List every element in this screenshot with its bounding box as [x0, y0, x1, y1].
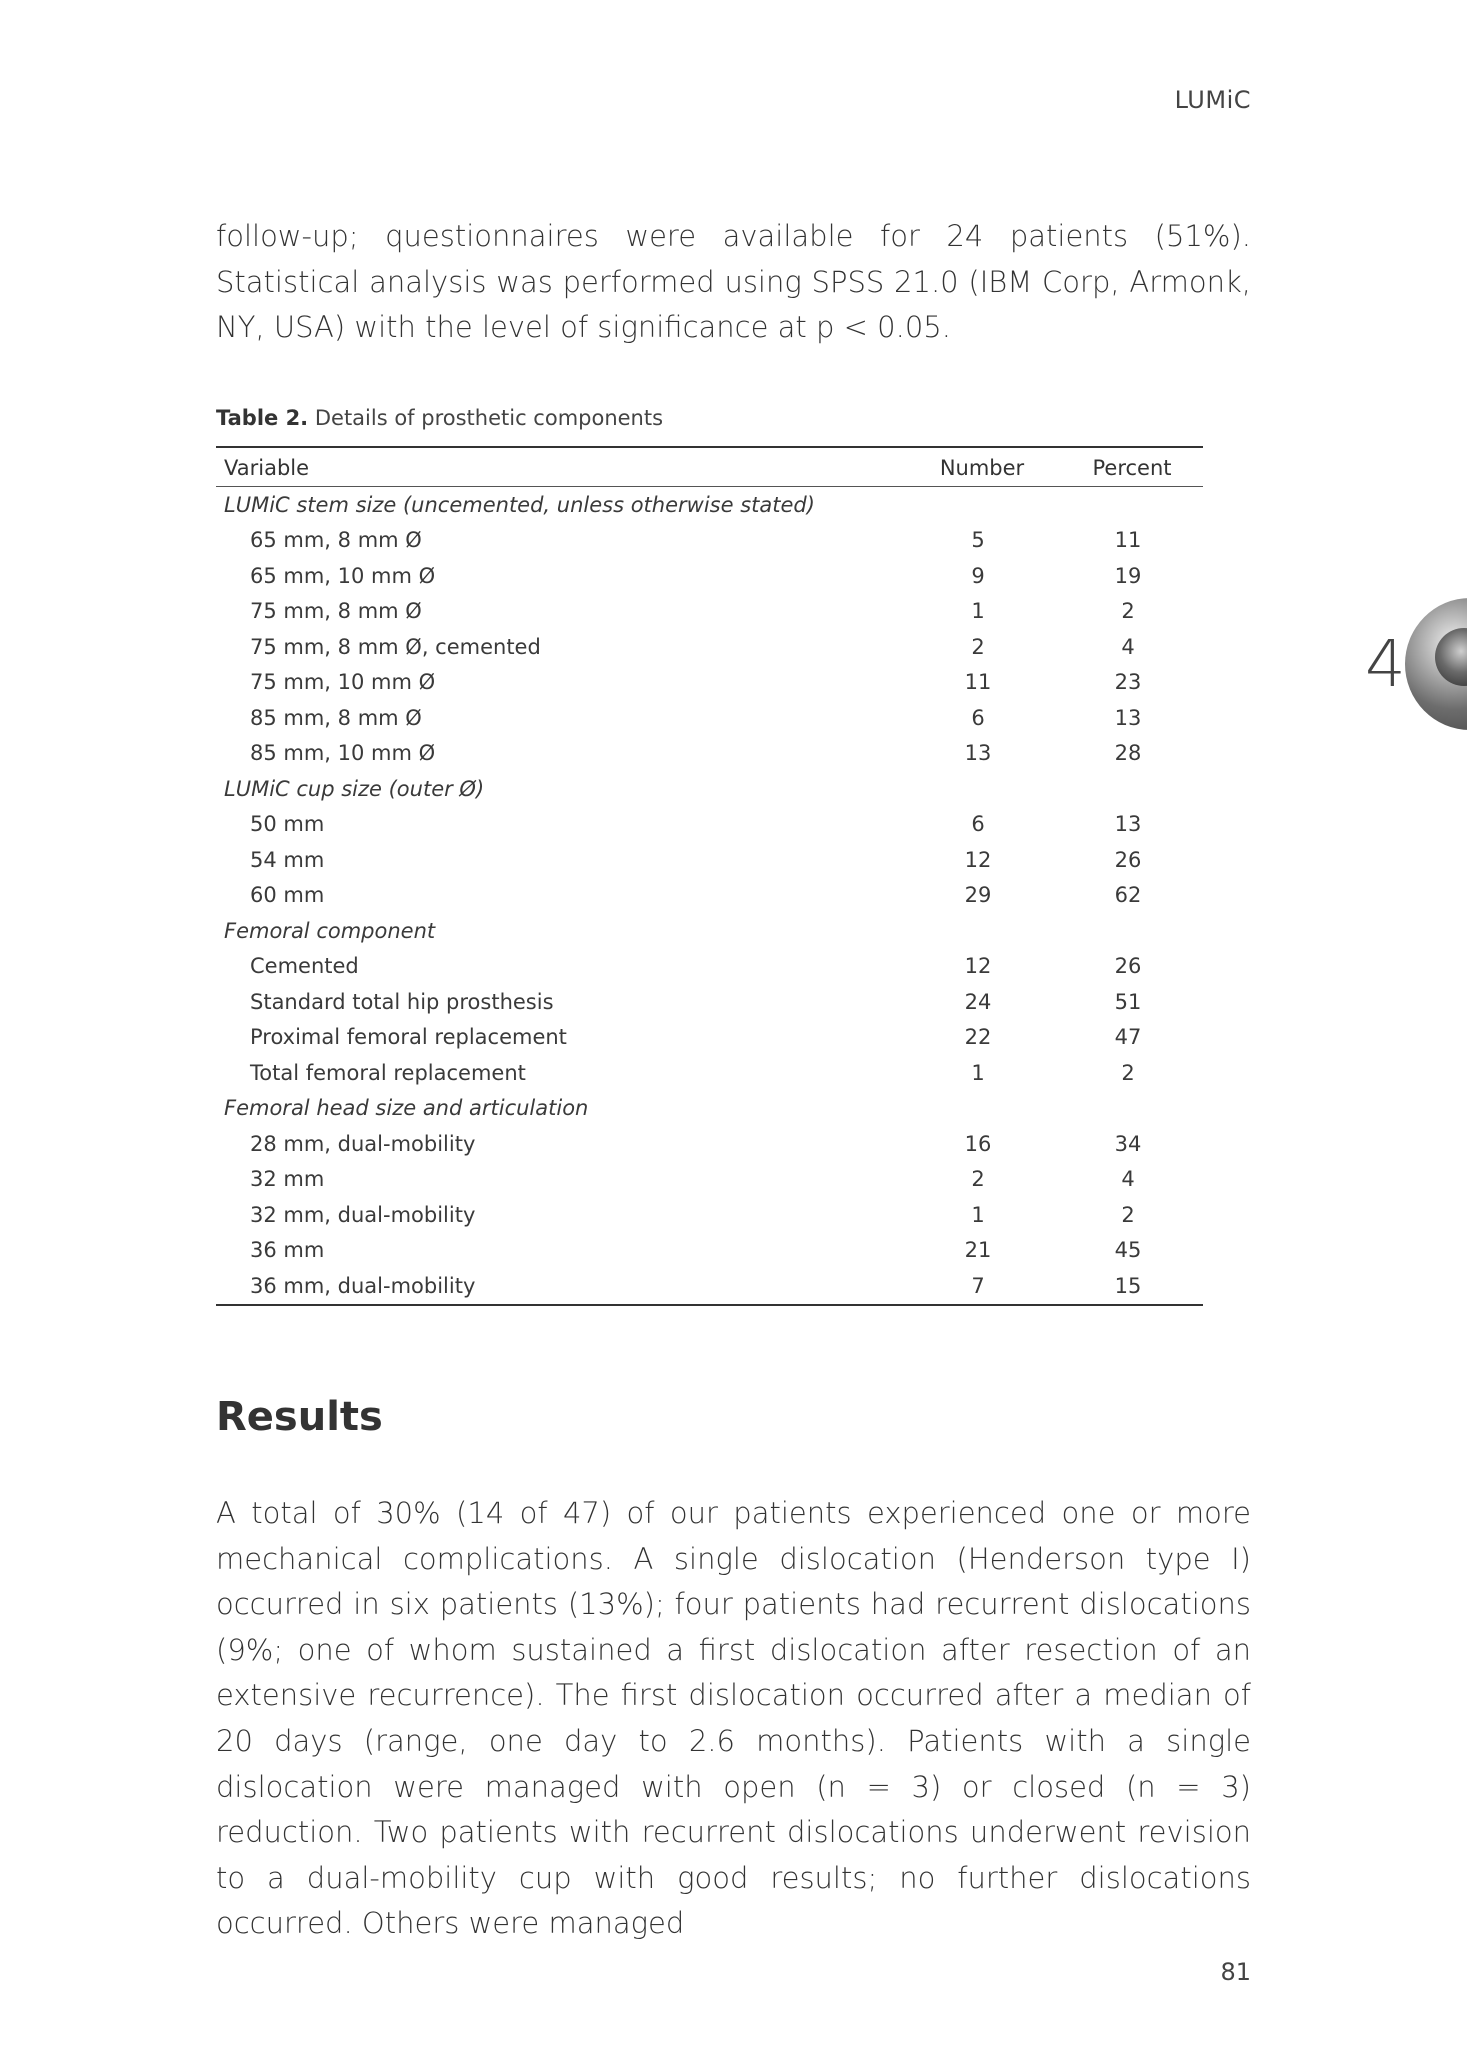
row-percent: 26 — [1114, 847, 1142, 872]
row-label: 75 mm, 10 mm Ø — [250, 670, 436, 695]
section-label: Femoral head size and articulation — [224, 1096, 589, 1121]
row-percent: 45 — [1114, 1238, 1142, 1263]
row-number: 7 — [971, 1273, 985, 1298]
row-label: 65 mm, 8 mm Ø — [250, 528, 422, 553]
row-label: 60 mm — [250, 883, 325, 908]
row-number: 12 — [964, 847, 992, 872]
section-label: Femoral component — [224, 918, 436, 943]
row-label: 36 mm, dual-mobility — [250, 1273, 476, 1298]
row-percent: 11 — [1114, 528, 1142, 553]
table-row — [216, 1197, 1203, 1233]
acetabular-cup-image — [1435, 628, 1467, 686]
row-label: 50 mm — [250, 812, 325, 837]
row-label: 28 mm, dual-mobility — [250, 1131, 476, 1156]
row-percent: 13 — [1114, 812, 1142, 837]
row-percent: 19 — [1114, 563, 1142, 588]
table-row — [216, 1268, 1203, 1304]
table-row — [216, 523, 1203, 559]
table-body — [216, 487, 1203, 1304]
table-row — [216, 629, 1203, 665]
table-row — [216, 558, 1203, 594]
row-number: 2 — [971, 634, 985, 659]
row-label: Proximal femoral replacement — [250, 1025, 567, 1050]
row-percent: 13 — [1114, 705, 1142, 730]
table-row — [216, 665, 1203, 701]
row-number: 16 — [964, 1131, 992, 1156]
table-caption-text: Details of prosthetic components — [314, 406, 664, 430]
table-row — [216, 878, 1203, 914]
results-paragraph: A total of 30% (14 of 47) of our patients experienced one or more mechanical complications. A single dislocation (Henderson type I) occurred in six patients (13%); four patients had recurrent dislocations (9%; one of whom sustained a first dislocation after resection of an extensive recurrence). The first dislocation occurred after a median of 20 days (range, one day to 2.6 months). Patients with a single dislocation were managed with open (n = 3) or closed (n = 3) reduction. Two patients with recurrent dislocations underwent revision to a dual-mobility cup with good results; no further dislocations occurred. Others were managed — [216, 1496, 1251, 1941]
row-number: 1 — [971, 599, 985, 624]
row-percent: 26 — [1114, 954, 1142, 979]
row-percent: 4 — [1121, 634, 1135, 659]
row-label: Cemented — [250, 954, 359, 979]
table-section-row — [216, 487, 1203, 523]
row-number: 29 — [964, 883, 992, 908]
components-table — [216, 446, 1203, 1306]
table-row — [216, 700, 1203, 736]
row-percent: 2 — [1121, 599, 1135, 624]
row-number: 24 — [964, 989, 992, 1014]
table-caption — [216, 406, 663, 430]
table-row — [216, 594, 1203, 630]
row-label: 85 mm, 10 mm Ø — [250, 741, 436, 766]
running-header: LUMiC — [1174, 86, 1251, 114]
table-header-row — [216, 448, 1203, 487]
section-label: LUMiC stem size (uncemented, unless otherwise stated) — [224, 492, 815, 517]
row-label: Total femoral replacement — [250, 1060, 526, 1085]
row-label: 75 mm, 8 mm Ø, cemented — [250, 634, 541, 659]
row-label: 32 mm — [250, 1167, 325, 1192]
chapter-number: 4 — [1365, 628, 1406, 702]
row-label: 85 mm, 8 mm Ø — [250, 705, 422, 730]
row-percent: 47 — [1114, 1025, 1142, 1050]
row-number: 21 — [964, 1238, 992, 1263]
table-row — [216, 1020, 1203, 1056]
row-percent: 4 — [1121, 1167, 1135, 1192]
row-label: 32 mm, dual-mobility — [250, 1202, 476, 1227]
row-number: 6 — [971, 705, 985, 730]
row-number: 1 — [971, 1060, 985, 1085]
results-heading: Results — [216, 1394, 383, 1440]
row-percent: 2 — [1121, 1202, 1135, 1227]
table-section-row — [216, 913, 1203, 949]
row-percent: 51 — [1114, 989, 1142, 1014]
table-row — [216, 1233, 1203, 1269]
table-row — [216, 1126, 1203, 1162]
row-label: 75 mm, 8 mm Ø — [250, 599, 422, 624]
row-percent: 28 — [1114, 741, 1142, 766]
page-number: 81 — [1220, 1958, 1251, 1986]
table-section-row — [216, 771, 1203, 807]
row-percent: 15 — [1114, 1273, 1142, 1298]
table-row — [216, 1055, 1203, 1091]
row-number: 11 — [964, 670, 992, 695]
row-number: 22 — [964, 1025, 992, 1050]
row-label: 65 mm, 10 mm Ø — [250, 563, 436, 588]
row-label: 36 mm — [250, 1238, 325, 1263]
intro-paragraph: follow-up; questionnaires were available for 24 patients (51%). Statistical analysis was performed using SPSS 21.0 (IBM Corp, Armonk, NY, USA) with the level of significance at p < 0.05. — [216, 219, 1251, 345]
chapter-tab-image — [1405, 598, 1467, 730]
row-label: Standard total hip prosthesis — [250, 989, 554, 1014]
row-number: 12 — [964, 954, 992, 979]
row-number: 9 — [971, 563, 985, 588]
table-row — [216, 949, 1203, 985]
row-number: 2 — [971, 1167, 985, 1192]
table-section-row — [216, 1091, 1203, 1127]
table-row — [216, 1162, 1203, 1198]
table-row — [216, 842, 1203, 878]
row-number: 5 — [971, 528, 985, 553]
column-header-variable: Variable — [216, 448, 903, 487]
row-label: 54 mm — [250, 847, 325, 872]
row-percent: 23 — [1114, 670, 1142, 695]
table-row — [216, 807, 1203, 843]
table-row — [216, 736, 1203, 772]
row-percent: 62 — [1114, 883, 1142, 908]
table-row — [216, 984, 1203, 1020]
row-number: 6 — [971, 812, 985, 837]
row-percent: 2 — [1121, 1060, 1135, 1085]
row-number: 13 — [964, 741, 992, 766]
row-number: 1 — [971, 1202, 985, 1227]
row-percent: 34 — [1114, 1131, 1142, 1156]
column-header-percent: Percent — [1053, 448, 1203, 487]
section-label: LUMiC cup size (outer Ø) — [224, 776, 485, 801]
column-header-number: Number — [903, 448, 1053, 487]
table-caption-label: Table 2. — [216, 406, 309, 430]
